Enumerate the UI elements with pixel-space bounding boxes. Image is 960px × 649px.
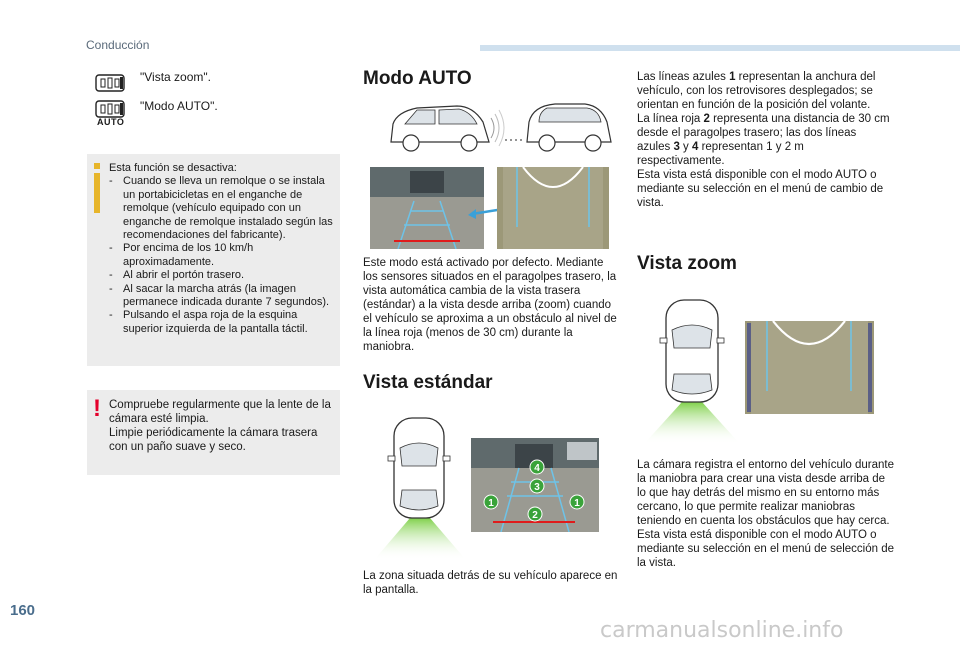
auto-badge: AUTO — [97, 117, 125, 127]
info-intro: Esta función se desactiva: — [109, 162, 237, 174]
svg-text:1: 1 — [488, 498, 494, 509]
list-item: - Pulsando el aspa roja de la esquina superior izquierda de la pantalla táctil. — [109, 309, 308, 335]
exclamation-icon: ! — [93, 395, 101, 422]
watermark: carmanualsonline.info — [600, 618, 844, 643]
modo-auto-title: Modo AUTO — [363, 68, 472, 89]
list-item: - Por encima de los 10 km/h aproximadamente. — [109, 242, 254, 268]
modo-auto-label: "Modo AUTO". — [140, 99, 218, 113]
vista-zoom-text: La cámara registra el entorno del vehículo durante la maniobra para crear una vista desde arriba de lo que hay detrás del mismo en su entorno más cercano, lo que permite realizar maniobras teniendo en cuenta los obstáculos que hay cerca. Esta vista está disponible con el modo AUTO o mediante su selección en el menú de selección de la vista. — [637, 459, 894, 569]
marker-2 — [528, 507, 542, 521]
warning-line-1: Compruebe regularmente que la lente de la cámara esté limpia. — [109, 399, 331, 425]
svg-text:1: 1 — [574, 498, 580, 509]
modo-auto-text: Este modo está activado por defecto. Mediante los sensores situados en el paragolpes trasero, la vista automática cambia de la vista trasera (estándar) a la vista desde arriba (zoom) cuando el vehículo se aproxima a un obstáculo al nivel de la línea roja (menos de 30 cm) durante la maniobra. — [363, 257, 617, 353]
list-item: - Al sacar la marcha atrás (la imagen permanece indicada durante 7 segundos). — [109, 282, 330, 309]
warning-box — [87, 390, 340, 475]
vista-zoom-button-icon — [95, 74, 125, 92]
vista-zoom-label: "Vista zoom". — [140, 70, 211, 84]
marker-3 — [530, 479, 544, 493]
zoom-view-diagram — [745, 321, 874, 414]
page-number: 160 — [10, 602, 36, 619]
list-item: - Cuando se lleva un remolque o se instala un portabicicletas en el enganche de remolque (vehículo equipado con un enganche de remolque instalado según las recomendaciones del fabricante). — [109, 175, 333, 242]
standard-view-diagram — [471, 438, 599, 532]
svg-text:3: 3 — [534, 482, 540, 493]
camera-view-zoom-thumb — [497, 167, 609, 249]
svg-text:4: 4 — [534, 463, 540, 474]
vista-zoom-title: Vista zoom — [637, 253, 737, 274]
info-icon — [94, 163, 100, 213]
zoom-top-view-car-illustration — [640, 290, 744, 446]
vista-estandar-text: La zona situada detrás de su vehículo aparece en la pantalla. — [363, 570, 618, 596]
header-bar — [480, 45, 960, 51]
lineas-text: Las líneas azules 1 representan la anchura del vehículo, con los retrovisores desplegados; se orientan en función de la posición del volante. La línea roja 2 representa una distancia de 30 cm desde el paragolpes trasero; las dos líneas azules 3 y 4 representan 1 y 2 m respectivamente. Esta vista está disponible con el modo AUTO o mediante su selección en el menú de cambio de vista. — [637, 71, 890, 209]
parking-approach-illustration — [387, 96, 617, 156]
marker-1-left — [484, 495, 498, 509]
section-header: Conducción — [86, 38, 150, 52]
list-item: - Al abrir el portón trasero. — [109, 269, 245, 282]
top-view-car-illustration — [370, 410, 470, 562]
warning-line-2: Limpie periódicamente la cámara trasera con un paño suave y seco. — [109, 427, 318, 453]
marker-1-right — [570, 495, 584, 509]
svg-text:2: 2 — [532, 510, 538, 521]
marker-4 — [530, 460, 544, 474]
modo-auto-button-icon — [95, 100, 125, 118]
vista-estandar-title: Vista estándar — [363, 372, 493, 393]
info-box — [87, 154, 340, 366]
